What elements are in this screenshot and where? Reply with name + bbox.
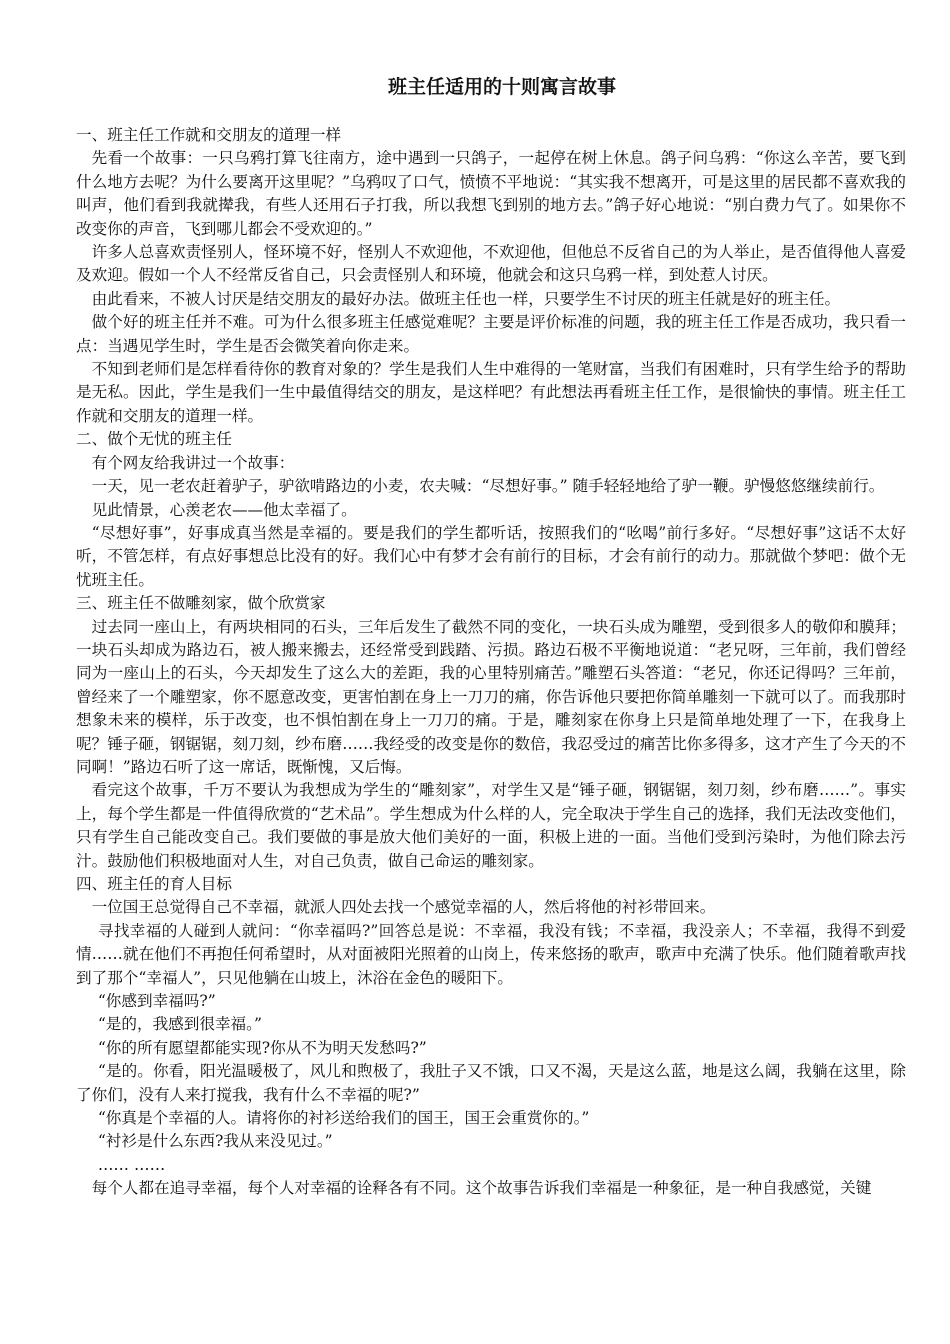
section-heading: 四、班主任的育人目标 <box>76 875 232 893</box>
body-paragraph: “你真是个幸福的人。请将你的衬衫送给我们的国王，国王会重赏你的。” <box>97 1109 590 1128</box>
body-paragraph: 有个网友给我讲过一个故事： <box>91 453 295 472</box>
body-paragraph: “尽想好事”，好事成真当然是幸福的。要是我们的学生都听话，按照我们的“吆喝”前行多好。“尽想好事”这话不太好听，不管怎样，有点好事想总比没有的好。我们心中有梦才会有前行的目标，才会有前行的动力。那就做个梦吧：做个无忧班主任。 <box>76 523 906 589</box>
body-paragraph: “是的。你看，阳光温暖极了，风儿和煦极了，我肚子又不饿，口又不渴，天是这么蓝，地是这么阔，我躺在这里，除了你们，没有人来打搅我，我有什么不幸福的呢?” <box>76 1062 906 1104</box>
body-paragraph: 不知到老师们是怎样看待你的教育对象的？学生是我们人生中难得的一笔财富，当我们有困难时，只有学生给予的帮助是无私。因此，学生是我们一生中最值得结交的朋友，是这样吧？有此想法再看班主任工作，是很愉快的事情。班主任工作就和交朋友的道理一样。 <box>76 360 906 425</box>
body-paragraph: 寻找幸福的人碰到人就问：“你幸福吗?”回答总是说：不幸福，我没有钱；不幸福，我没亲人；不幸福，我得不到爱情……就在他们不再抱任何希望时，从对面被阳光照着的山岗上，传来悠扬的歌声，歌声中充满了快乐。他们随着歌声找到了那个“幸福人”，只见他躺在山坡上，沐浴在金色的暖阳下。 <box>76 921 906 987</box>
body-paragraph: 看完这个故事，千万不要认为我想成为学生的“雕刻家”，对学生又是“锤子砸，钢锯锯，刻刀刻，纱布磨……”。事实上，每个学生都是一件值得欣赏的“艺术品”。学生想成为什么样的人，完全取决于学生自己的选择，我们无法改变他们，只有学生自己能改变自己。我们要做的事是放大他们美好的一面，积极上进的一面。当他们受到污染时，为他们除去污汁。鼓励他们积极地面对人生，对自己负责，做自己命运的雕刻家。 <box>76 781 906 870</box>
body-paragraph: “衬衫是什么东西?我从来没见过。” <box>97 1132 333 1151</box>
body-paragraph: 许多人总喜欢责怪别人，怪环境不好，怪别人不欢迎他，不欢迎他，但他总不反省自己的为人举止，是否值得他人喜爱及欢迎。假如一个人不经常反省自己，只会责怪别人和环境，他就会和这只乌鸦一样，到处惹人讨厌。 <box>76 243 906 285</box>
body-paragraph: “是的，我感到很幸福。” <box>97 1015 262 1034</box>
document-body <box>76 124 906 1201</box>
body-paragraph: 一天，见一老农赶着驴子，驴欲啃路边的小麦，农夫喊：“尽想好事。” 随手轻轻地给了驴一鞭。驴慢悠悠继续前行。 <box>91 477 885 496</box>
body-paragraph: 每个人都在追寻幸福，每个人对幸福的诠释各有不同。这个故事告诉我们幸福是一种象征，是一种自我感觉，关键 <box>91 1179 872 1198</box>
body-paragraph: 做个好的班主任并不难。可为什么很多班主任感觉难呢？主要是评价标准的问题，我的班主任工作是否成功，我只看一点：当遇见学生时，学生是否会微笑着向你走来。 <box>76 313 906 355</box>
body-paragraph: 见此情景，心羡老农——他太幸福了。 <box>91 500 357 519</box>
body-paragraph: 过去同一座山上，有两块相同的石头，三年后发生了截然不同的变化，一块石头成为雕塑，受到很多人的敬仰和膜拜；一块石头却成为路边石，被人搬来搬去，还经常受到践踏、污损。路边石极不平衡地说道：“老兄呀，三年前，我们曾经同为一座山上的石头，今天却发生了这么大的差距，我的心里特别痛苦。”雕塑石头答道：“老兄，你还记得吗？三年前，曾经来了一个雕塑家，你不愿意改变，更害怕割在身上一刀刀的痛，你告诉他只要把你简单雕刻一下就可以了。而我那时想象未来的模样，乐于改变，也不惧怕割在身上一刀刀的痛。于是，雕刻家在你身上只是简单地处理了一下，在我身上呢？锤子砸，钢锯锯，刻刀刻，纱布磨……我经受的改变是你的数倍，我忍受过的痛苦比你多得多，这才产生了今天的不同啊！”路边石听了这一席话，既惭愧，又后悔。 <box>76 617 906 776</box>
body-paragraph: “你感到幸福吗?” <box>97 992 216 1011</box>
body-paragraph: …… …… <box>97 1155 166 1174</box>
body-paragraph: 由此看来，不被人讨厌是结交朋友的最好办法。做班主任也一样，只要学生不讨厌的班主任就是好的班主任。 <box>91 289 841 308</box>
section-heading: 一、班主任工作就和交朋友的道理一样 <box>76 126 342 144</box>
body-paragraph: 先看一个故事：一只乌鸦打算飞往南方，途中遇到一只鸽子，一起停在树上休息。鸽子问乌鸦：“你这么辛苦，要飞到什么地方去呢？为什么要离开这里呢？”乌鸦叹了口气，愤愤不平地说：“其实我不想离开，可是这里的居民都不喜欢我的叫声，他们看到我就撵我，有些人还用石子打我，所以我想飞到别的地方去。”鸽子好心地说：“别白费力气了。如果你不改变你的声音，飞到哪儿都会不受欢迎的。” <box>76 149 906 238</box>
section-heading: 二、做个无忧的班主任 <box>76 430 232 449</box>
body-paragraph: 一位国王总觉得自己不幸福，就派人四处去找一个感觉幸福的人，然后将他的衬衫带回来。 <box>91 898 716 917</box>
section-heading: 三、班主任不做雕刻家，做个欣赏家 <box>76 594 326 613</box>
page-title: 班主任适用的十则寓言故事 <box>387 76 616 98</box>
body-paragraph: “你的所有愿望都能实现?你从不为明天发愁吗?” <box>97 1038 427 1057</box>
